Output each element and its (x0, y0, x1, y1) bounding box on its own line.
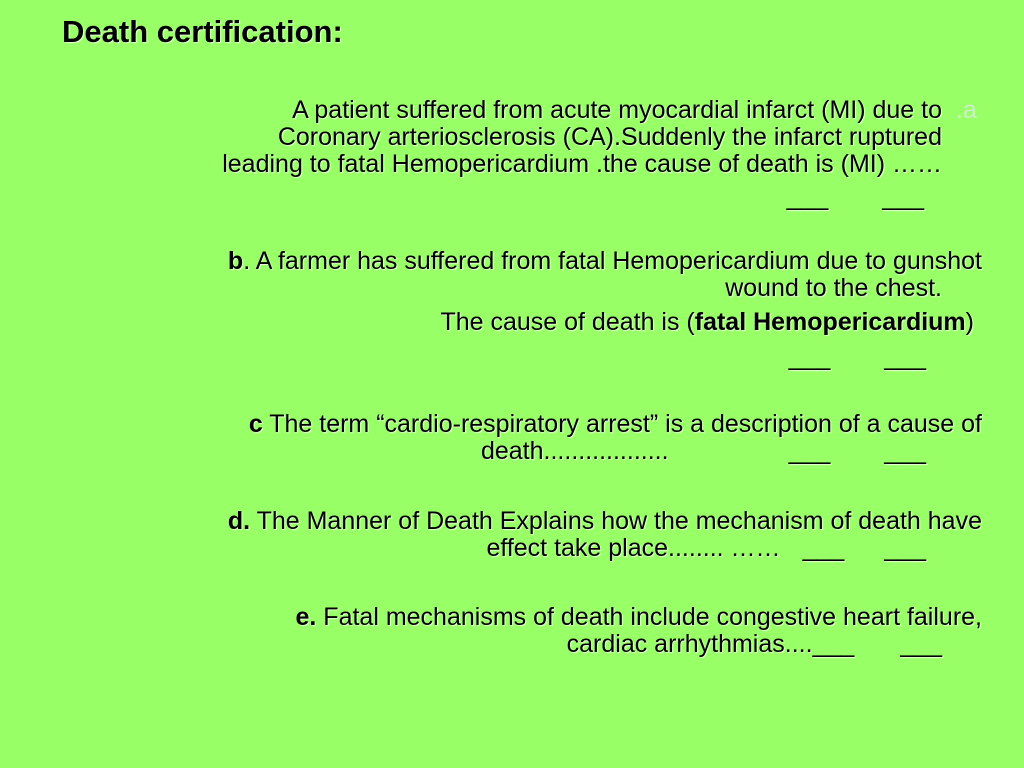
question-c-line-2: death.................. ___ ___ (480, 437, 926, 465)
question-b-line-1: b. A farmer has suffered from fatal Hemopericardium due to gunshot (227, 247, 982, 275)
question-e (296, 604, 983, 658)
question-a-line-3: leading to fatal Hemopericardium .the cause of death is (MI) …… (222, 150, 942, 178)
answer-blank[interactable]: ___ (884, 437, 926, 465)
question-a-line-1: A patient suffered from acute myocardial infarct (MI) due to (292, 96, 942, 124)
question-b-marker: b (227, 247, 244, 275)
answer-blank[interactable]: ___ (884, 343, 926, 371)
question-e-line-2: cardiac arrhythmias....___ ___ (566, 630, 942, 658)
question-d-marker: d. (227, 507, 251, 535)
question-d-line-1: d. The Manner of Death Explains how the mechanism of death have (227, 507, 982, 535)
question-a-line-2: Coronary arteriosclerosis (CA).Suddenly the infarct ruptured (277, 123, 942, 151)
answer-blank[interactable]: ___ (802, 534, 845, 562)
question-b (228, 248, 982, 371)
answer-blank[interactable]: ___ (884, 534, 926, 562)
answer-blank[interactable]: ___ (882, 183, 924, 211)
question-a (222, 97, 942, 211)
cause-of-death-answer: fatal Hemopericardium (694, 308, 966, 336)
question-a-blanks (222, 184, 942, 211)
answer-blank[interactable]: ___ (900, 630, 942, 658)
answer-blank[interactable]: ___ (788, 343, 831, 371)
question-c (249, 411, 982, 465)
question-b-line-2: wound to the chest. (725, 274, 942, 302)
answer-blank[interactable]: ___ (812, 630, 855, 658)
answer-blank[interactable]: ___ (786, 183, 829, 211)
answer-blank[interactable]: ___ (788, 437, 831, 465)
question-e-line-1: e. Fatal mechanisms of death include congestive heart failure, (295, 603, 982, 631)
question-d-line-2: effect take place........ …… ___ ___ (486, 534, 926, 562)
question-d (228, 508, 982, 562)
question-a-marker: .a (956, 96, 977, 124)
page-title: Death certification: (62, 14, 343, 49)
question-c-line-1: c The term “cardio-respiratory arrest” is a description of a cause of (248, 410, 982, 438)
question-e-marker: e. (295, 603, 317, 631)
question-c-marker: c (248, 410, 263, 438)
question-b-blanks (228, 344, 982, 371)
question-b-line-3: The cause of death is (fatal Hemopericardium) (440, 308, 974, 336)
